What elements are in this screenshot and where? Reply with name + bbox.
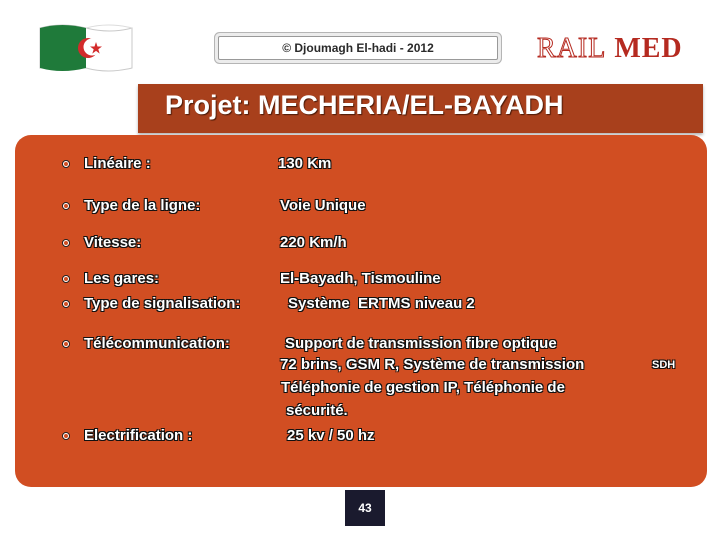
value-gares: El-Bayadh, Tismouline — [280, 270, 441, 287]
logo-rail-text: RAIL — [537, 33, 607, 64]
algeria-flag-icon — [36, 22, 136, 74]
label-electrification: Electrification : — [84, 427, 193, 444]
value-signalisation: Système ERTMS niveau 2 — [288, 295, 475, 312]
rail-med-logo — [537, 34, 683, 64]
content-panel — [15, 135, 707, 487]
label-vitesse: Vitesse: — [84, 234, 142, 251]
value-telecom-line-4: sécurité. — [286, 402, 348, 419]
value-electrification: 25 kv / 50 hz — [287, 427, 375, 444]
value-telecom-sdh: SDH — [652, 359, 676, 371]
value-vitesse: 220 Km/h — [280, 234, 347, 251]
value-telecom-line-2: 72 brins, GSM R, Système de transmission — [280, 356, 585, 373]
value-telecom-line-3: Téléphonie de gestion IP, Téléphonie de — [281, 379, 565, 396]
label-telecom: Télécommunication: — [84, 335, 230, 352]
logo-med-text: MED — [614, 33, 683, 64]
label-gares: Les gares: — [84, 270, 160, 287]
page-number: 43 — [345, 490, 385, 526]
value-lineaire: 130 Km — [278, 155, 332, 172]
value-telecom-line-1: Support de transmission fibre optique — [285, 335, 557, 352]
value-type-ligne: Voie Unique — [280, 197, 366, 214]
copyright-credit: © Djoumagh El-hadi - 2012 — [218, 36, 498, 60]
label-type-ligne: Type de la ligne: — [84, 197, 201, 214]
label-lineaire: Linéaire : — [84, 155, 151, 172]
slide-title: Projet: MECHERIA/EL-BAYADH — [165, 90, 564, 120]
label-signalisation: Type de signalisation: — [84, 295, 241, 312]
